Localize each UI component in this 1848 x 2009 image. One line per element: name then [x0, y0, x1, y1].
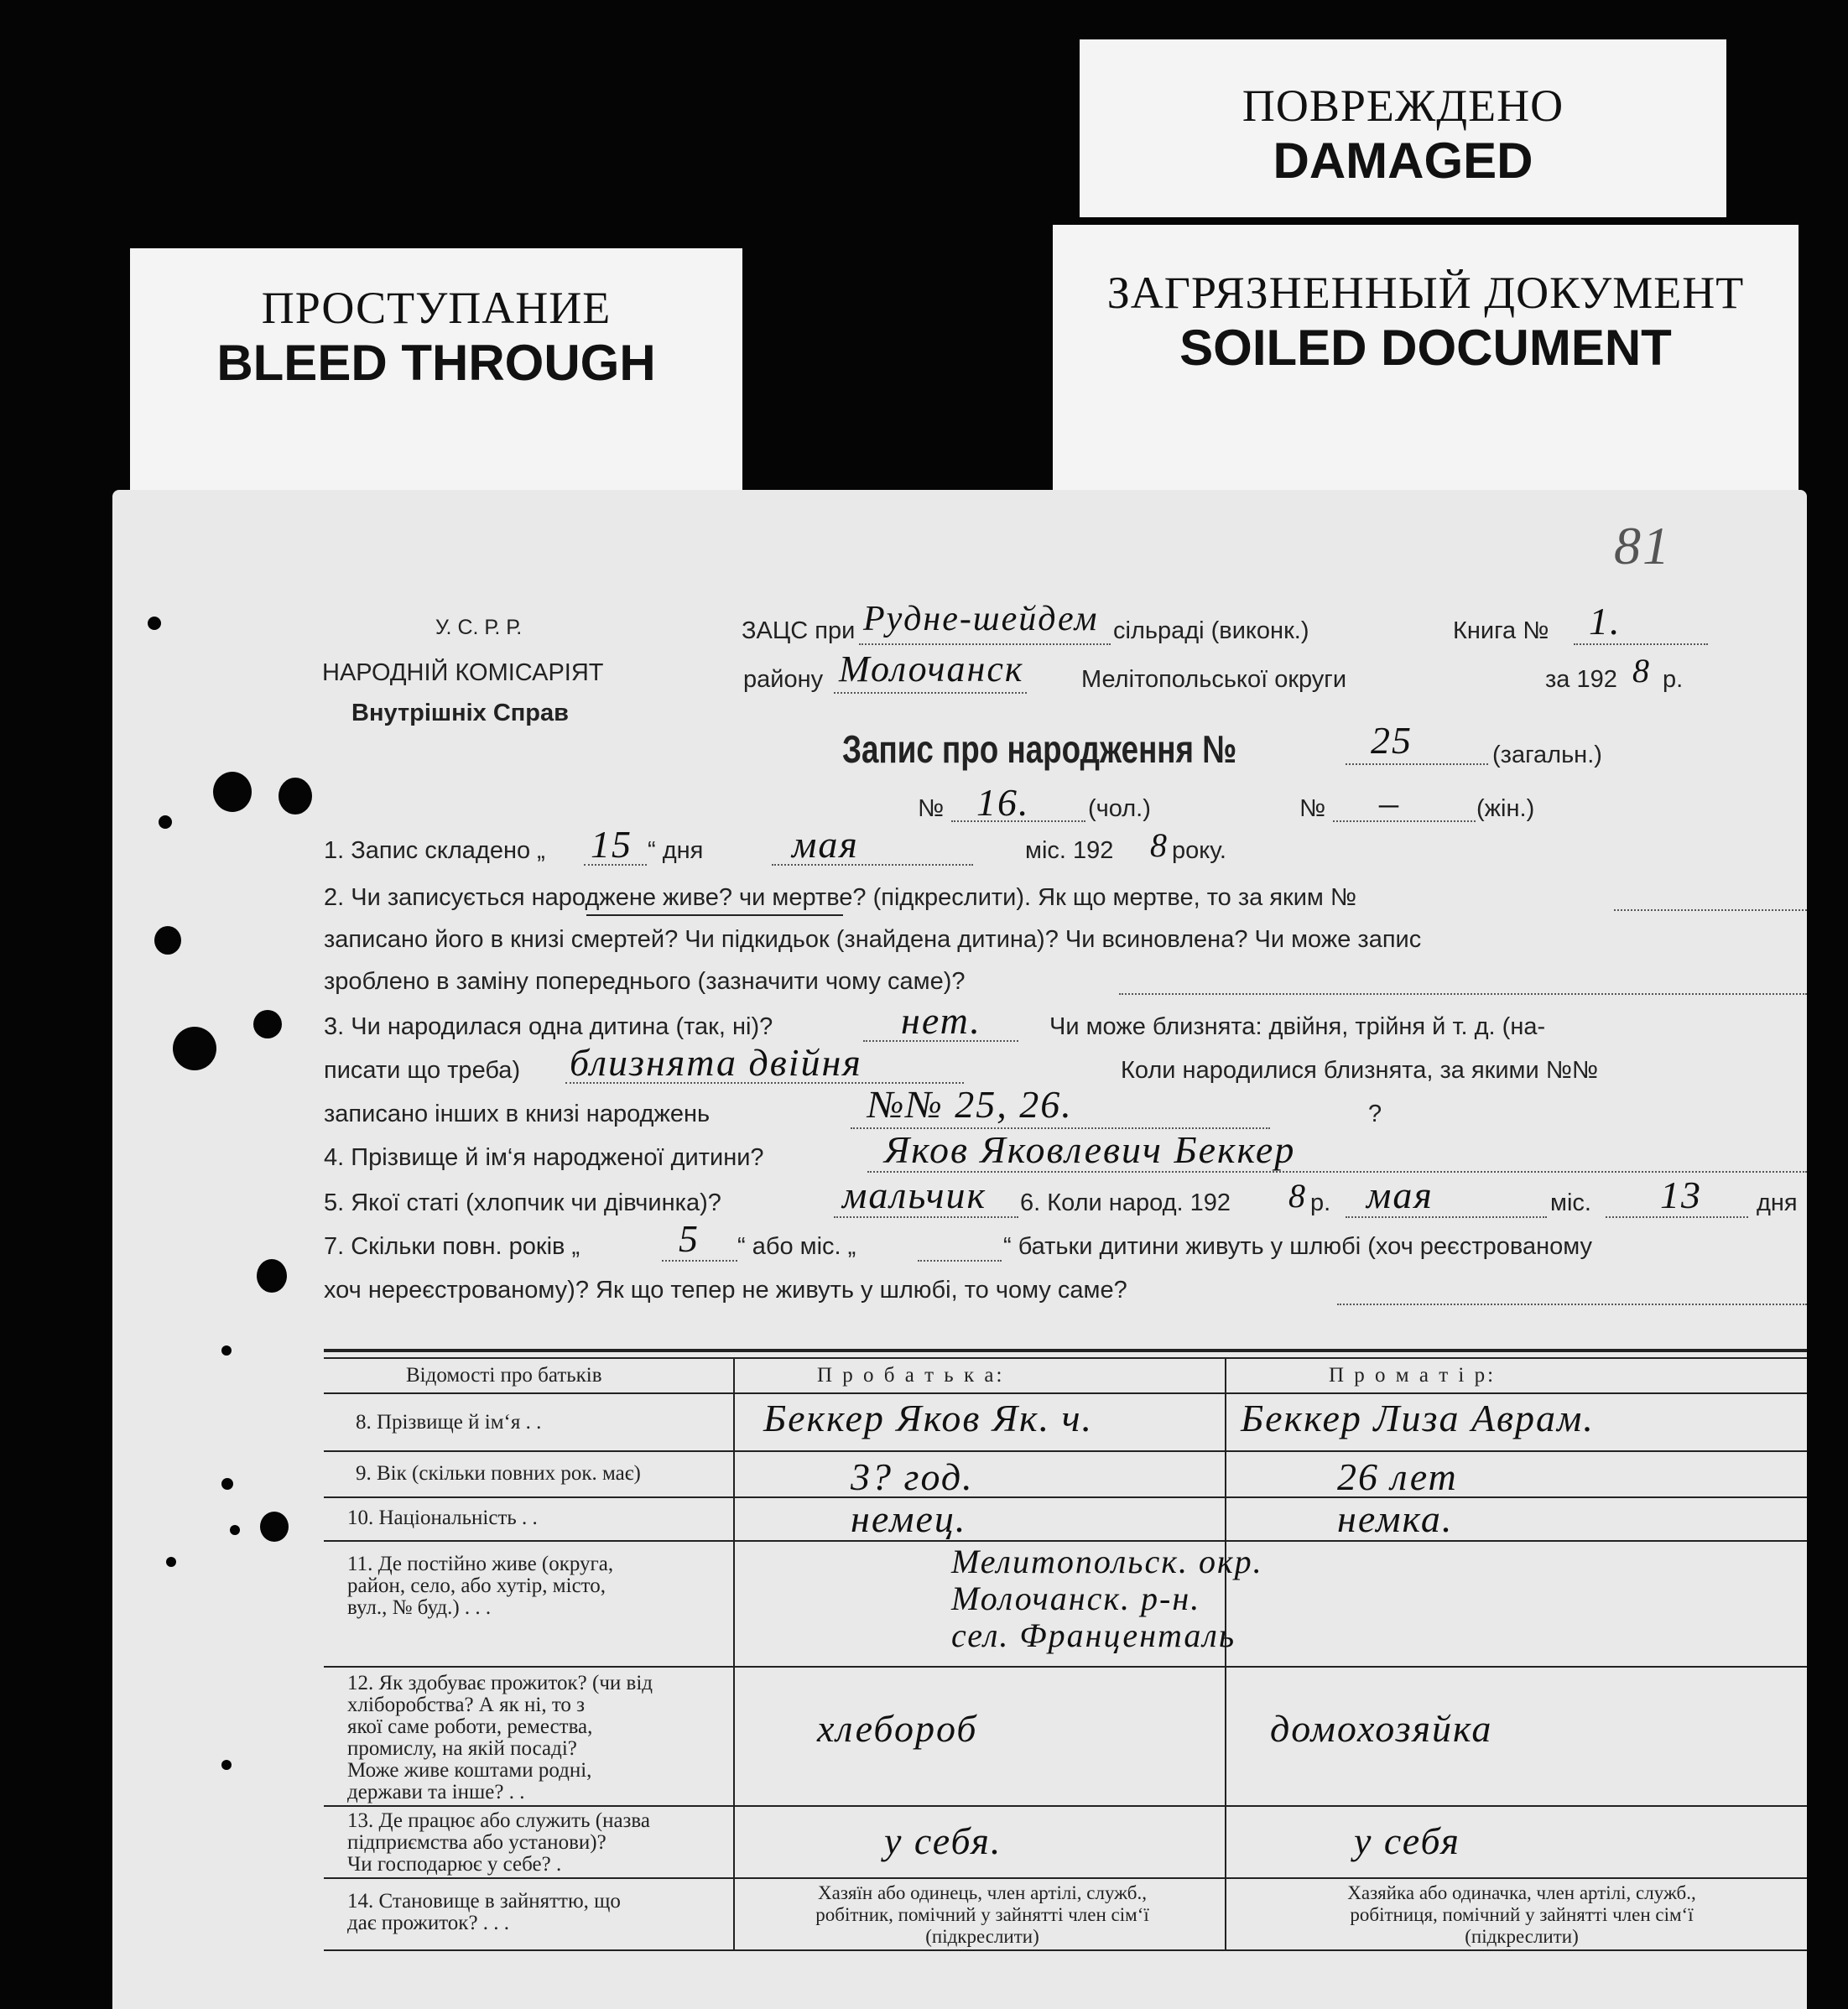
female-no-label: № — [1299, 795, 1326, 822]
table-rule — [324, 1357, 1807, 1359]
record-title: Запис про народження № — [842, 727, 1237, 771]
line7-months-line — [918, 1260, 1002, 1262]
row8-label: 8. Прізвище й ім‘я . . — [356, 1411, 542, 1434]
line1-day-handwritten: 15 — [591, 823, 632, 866]
district-handwritten: Молочанск — [839, 648, 1024, 690]
line6-month-handwritten: мая — [1366, 1174, 1434, 1216]
zags-village-handwritten: Рудне-шейдем — [863, 600, 1099, 638]
row13-mother: у себя — [1354, 1819, 1460, 1862]
line2-death-line — [1614, 909, 1807, 911]
binder-hole — [260, 1512, 289, 1542]
table-head-info: Відомості про батьків — [406, 1364, 602, 1387]
binder-hole — [173, 1027, 216, 1070]
damaged-label-en: DAMAGED — [1273, 133, 1533, 189]
year-suffix: р. — [1663, 666, 1684, 693]
line6-year-handwritten: 8 — [1288, 1177, 1307, 1215]
title-number-line — [1346, 763, 1488, 765]
bleed-label-ru: ПРОСТУПАНИЕ — [261, 283, 612, 333]
row14-father-options: Хазяїн або одинець, член артілі, служб., робітник, помічний у зайнятті член сім‘ї (підкреслити) — [815, 1882, 1149, 1947]
line6-day-handwritten: 13 — [1660, 1174, 1702, 1216]
line3-a: 3. Чи народилася одна дитина (так, ні)? — [324, 1013, 773, 1040]
row11-residence: Мелитопольск. окр. Молочанск. р-н. сел. Франценталь — [951, 1543, 1263, 1654]
binder-hole — [279, 778, 312, 815]
book-number-handwritten: 1. — [1589, 600, 1622, 643]
year-prefix: за 192 — [1545, 666, 1617, 693]
line2-a: 2. Чи записується народжене живе? чи мертве? (підкреслити). Як що мертве, то за яким № — [324, 884, 1357, 911]
row14-mother-options: Хазяйка або одиначка, член артілі, служб., робітниця, помічний у зайнятті член сім‘ї (підкреслити) — [1347, 1882, 1696, 1947]
damaged-label-ru: ПОВРЕЖДЕНО — [1242, 81, 1564, 131]
birth-record-form — [112, 490, 1807, 2009]
table-col-rule — [733, 1357, 735, 1949]
header-ussr: У. С. Р. Р. — [435, 616, 523, 639]
zags-prefix: ЗАЦС при — [742, 617, 856, 644]
row13-label: 13. Де працює або служить (назва підприємства або установи)? Чи господарює у себе? . — [347, 1809, 650, 1876]
year-handwritten: 8 — [1632, 652, 1651, 690]
line5-sex-handwritten: мальчик — [842, 1174, 987, 1216]
binder-hole — [213, 772, 252, 812]
district-line — [834, 692, 1027, 694]
bleed-label-en: BLEED THROUGH — [216, 335, 656, 391]
line3-e: записано інших в книзі народжень — [324, 1101, 711, 1127]
record-number-handwritten: 25 — [1371, 719, 1413, 762]
line4: 4. Прізвище й ім‘я народженої дитини? — [324, 1144, 764, 1171]
binder-hole — [166, 1557, 176, 1567]
table-rule — [324, 1805, 1807, 1807]
row10-label: 10. Національність . . — [347, 1507, 538, 1529]
row12-mother: домохозяйка — [1270, 1707, 1493, 1750]
line1-year-handwritten: 8 — [1150, 826, 1169, 864]
binder-hole — [221, 1478, 233, 1490]
row8-father: Беккер Яков Як. ч. — [763, 1397, 1094, 1439]
row13-father: у себя. — [884, 1819, 1002, 1862]
line3-c: писати що треба) — [324, 1057, 521, 1084]
underline-live — [586, 914, 843, 916]
binder-hole — [230, 1525, 240, 1535]
row9-label: 9. Вік (скільки повних рок. має) — [356, 1462, 641, 1485]
binder-hole — [221, 1345, 232, 1356]
line7-reason-line — [1337, 1304, 1807, 1305]
soiled-label-ru: ЗАГРЯЗНЕННЫЙ ДОКУМЕНТ — [1106, 268, 1745, 318]
table-rule — [324, 1496, 1807, 1498]
line6-a: 6. Коли народ. 192 — [1020, 1189, 1231, 1216]
table-rule — [324, 1666, 1807, 1668]
header-commissariat: НАРОДНІЙ КОМІСАРІЯТ — [322, 659, 604, 686]
line2-b: записано його в книзі смертей? Чи підкидьок (знайдена дитина)? Чи всиновлена? Чи може запис — [324, 926, 1422, 953]
page-number: 81 — [1614, 516, 1671, 575]
line3-f: ? — [1368, 1101, 1382, 1127]
female-label: (жін.) — [1476, 795, 1535, 822]
line3-b: Чи може близнята: двійня, трійня й т. д. (на- — [1049, 1013, 1546, 1040]
female-number-handwritten: – — [1379, 781, 1400, 824]
row9-mother: 26 лет — [1337, 1455, 1458, 1498]
line1-b: “ дня — [648, 837, 704, 864]
binder-hole — [159, 815, 172, 829]
binder-hole — [257, 1259, 287, 1293]
line6-d: дня — [1757, 1189, 1798, 1216]
book-line — [1574, 643, 1708, 645]
line1-month-handwritten: мая — [792, 823, 859, 866]
line1-c: міс. 192 — [1025, 837, 1114, 864]
binder-hole — [221, 1760, 232, 1770]
male-label: (чол.) — [1088, 795, 1151, 822]
male-no-label: № — [918, 795, 945, 822]
line3-d: Коли народилися близнята, за якими №№ — [1121, 1057, 1598, 1084]
table-rule — [324, 1949, 1807, 1951]
book-label: Книга № — [1453, 617, 1549, 644]
row11-label: 11. Де постійно живе (округа, район, село, або хутір, місто, вул., № буд.) . . . — [347, 1553, 614, 1619]
header-internal-affairs: Внутрішніх Справ — [351, 700, 569, 726]
zags-line — [859, 643, 1111, 645]
table-rule — [324, 1877, 1807, 1879]
row12-label: 12. Як здобуває прожиток? (чи від хліборобства? А як ні, то з якої саме роботи, ремества, промислу, на якій посаді? Може живе коштами родні, держави та інше? . . — [347, 1672, 653, 1803]
line1-a: 1. Запис складено „ — [324, 837, 545, 864]
damaged-label-card — [1080, 39, 1726, 217]
binder-hole — [154, 926, 181, 955]
soiled-label-en: SOILED DOCUMENT — [1179, 320, 1672, 376]
line7-b: “ або міс. „ — [737, 1233, 856, 1260]
line6-b: р. — [1310, 1189, 1331, 1216]
line3-twins-handwritten: близнята двійня — [570, 1041, 862, 1084]
row9-father: 3? год. — [851, 1455, 974, 1498]
record-total-label: (загальн.) — [1492, 742, 1602, 768]
row14-label: 14. Становище в зайняттю, що дає прожиток? . . . — [347, 1890, 621, 1934]
male-number-handwritten: 16. — [976, 781, 1030, 824]
table-head-mother: П р о м а т і р: — [1329, 1364, 1497, 1387]
line3-single-handwritten: нет. — [901, 999, 981, 1042]
table-rule — [324, 1450, 1807, 1452]
table-rule — [324, 1392, 1807, 1394]
row12-father: хлебороб — [817, 1707, 978, 1750]
zags-suffix: сільраді (виконк.) — [1113, 617, 1309, 644]
table-rule — [324, 1540, 1807, 1542]
line1-d: року. — [1172, 837, 1226, 864]
binder-hole — [253, 1010, 282, 1038]
row10-mother: немка. — [1337, 1497, 1454, 1540]
line7-years-handwritten: 5 — [679, 1217, 700, 1260]
bleed-label-card — [130, 248, 742, 492]
line7-c: “ батьки дитини живуть у шлюбі (хоч реєстрованому — [1003, 1233, 1592, 1260]
binder-hole — [148, 617, 161, 630]
line7-years-line — [662, 1260, 737, 1262]
row8-mother: Беккер Лиза Аврам. — [1241, 1397, 1595, 1439]
line7-d: хоч нереєстрованому)? Як що тепер не живуть у шлюбі, то чому саме? — [324, 1277, 1127, 1304]
table-head-father: П р о б а т ь к а: — [817, 1364, 1005, 1387]
soiled-label-card — [1053, 225, 1799, 492]
line7-a: 7. Скільки повн. років „ — [324, 1233, 580, 1260]
line5: 5. Якої статі (хлопчик чи дівчинка)? — [324, 1189, 721, 1216]
female-line — [1333, 820, 1476, 822]
line2-c: зроблено в заміну попереднього (зазначити чому саме)? — [324, 968, 966, 995]
row10-father: немец. — [851, 1497, 967, 1540]
line4-name-handwritten: Яков Яковлевич Беккер — [884, 1128, 1296, 1171]
line3-numbers-handwritten: №№ 25, 26. — [867, 1083, 1073, 1126]
district-suffix: Мелітопольської округи — [1081, 666, 1347, 693]
table-top-rule — [324, 1349, 1807, 1352]
line2-reason-line — [1119, 993, 1807, 995]
district-prefix: району — [743, 666, 824, 693]
line6-c: міс. — [1550, 1189, 1591, 1216]
